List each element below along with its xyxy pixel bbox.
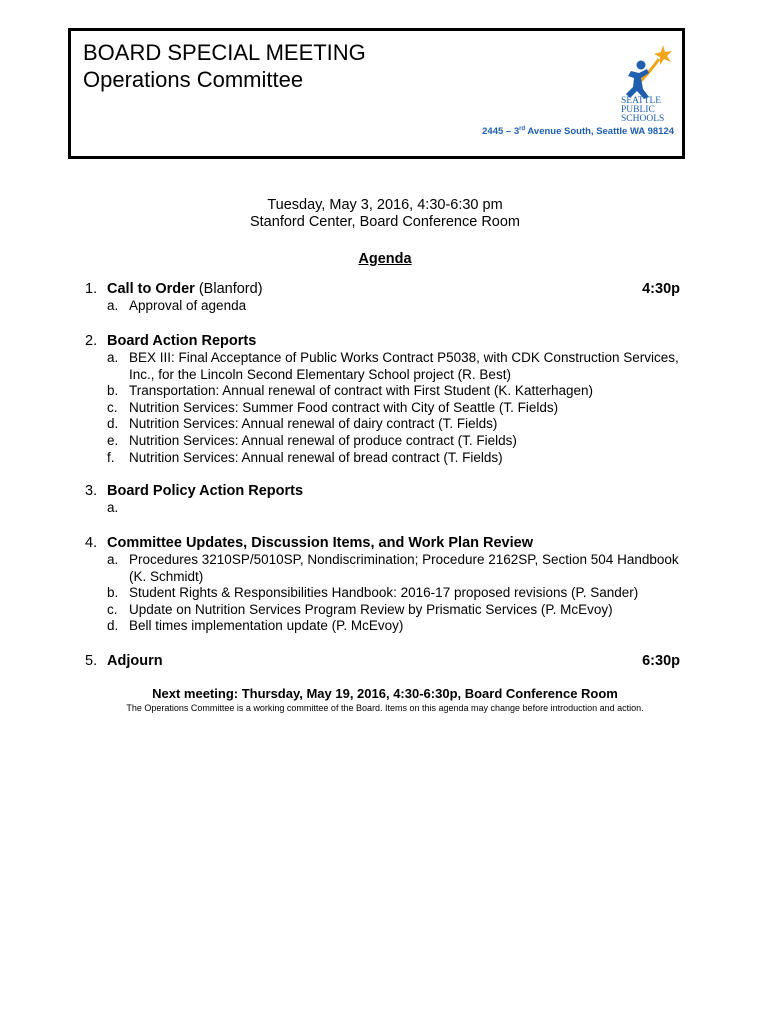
meeting-location: Stanford Center, Board Conference Room xyxy=(249,214,520,230)
seattle-public-schools-logo xyxy=(619,43,681,123)
section-title: Call to Order xyxy=(107,281,195,297)
section-time: 6:30p xyxy=(642,653,680,669)
agenda-item: b. Transportation: Annual renewal of contract with First Student (K. Katterhagen) xyxy=(107,383,593,399)
section-time: 4:30p xyxy=(642,281,680,297)
agenda-item: d. Nutrition Services: Annual renewal of dairy contract (T. Fields) xyxy=(107,416,498,432)
meeting-date-time: Tuesday, May 3, 2016, 4:30-6:30 pm xyxy=(267,197,503,213)
agenda-title: Agenda xyxy=(358,251,412,267)
agenda-item: a. Approval of agenda xyxy=(107,298,247,313)
section-title: Board Policy Action Reports xyxy=(107,483,304,499)
agenda-section-2 xyxy=(85,332,685,466)
agenda-item: c. Update on Nutrition Services Program Review by Prismatic Services (P. McEvoy) xyxy=(107,601,613,617)
section-number: 2. xyxy=(85,333,98,349)
agenda-item: e. Nutrition Services: Annual renewal of produce contract (T. Fields) xyxy=(107,432,517,448)
document-title: BOARD SPECIAL MEETING xyxy=(83,40,366,65)
address: 2445 – 3rd Avenue South, Seattle WA 98124 xyxy=(482,126,674,137)
agenda-section-1 xyxy=(85,280,685,315)
section-title: Board Action Reports xyxy=(107,333,257,349)
agenda-section-3: 3. Board Policy Action Reports a. xyxy=(85,483,304,515)
svg-text:SEATTLE: SEATTLE xyxy=(621,96,662,106)
svg-text:PUBLIC: PUBLIC xyxy=(621,105,655,115)
svg-text:SCHOOLS: SCHOOLS xyxy=(621,114,665,123)
agenda-item: d. Bell times implementation update (P. McEvoy) xyxy=(107,618,404,634)
agenda-section-5 xyxy=(85,652,685,670)
next-meeting: Next meeting: Thursday, May 19, 2016, 4:30-6:30p, Board Conference Room xyxy=(152,686,618,701)
section-title: Adjourn xyxy=(107,653,163,669)
committee-name: Operations Committee xyxy=(83,67,304,92)
agenda-item: b. Student Rights & Responsibilities Handbook: 2016-17 proposed revisions (P. Sander) xyxy=(107,585,639,601)
section-number: 3. xyxy=(85,483,98,499)
section-title: Committee Updates, Discussion Items, and Work Plan Review xyxy=(107,535,533,551)
footer-note: The Operations Committee is a working committee of the Board. Items on this agenda may change before introduction and action. xyxy=(126,703,644,713)
agenda-item: c. Nutrition Services: Summer Food contract with City of Seattle (T. Fields) xyxy=(107,399,559,415)
section-number: 4. xyxy=(85,535,98,551)
section-presenter: (Blanford) xyxy=(194,281,263,297)
agenda-item: a. BEX III: Final Acceptance of Public Works Contract P5038, with CDK Construction Services, Inc., for the Lincoln Second Elementary School project (R. Best) xyxy=(107,350,679,382)
agenda-section-4 xyxy=(85,534,685,635)
agenda-item: f. Nutrition Services: Annual renewal of bread contract (T. Fields) xyxy=(107,449,503,465)
section-number: 1. xyxy=(85,281,98,297)
header-box xyxy=(68,28,685,159)
agenda-item: a. Procedures 3210SP/5010SP, Nondiscrimination; Procedure 2162SP, Section 504 Handbook (K. Schmidt) xyxy=(107,552,679,584)
section-number: 5. xyxy=(85,653,98,669)
